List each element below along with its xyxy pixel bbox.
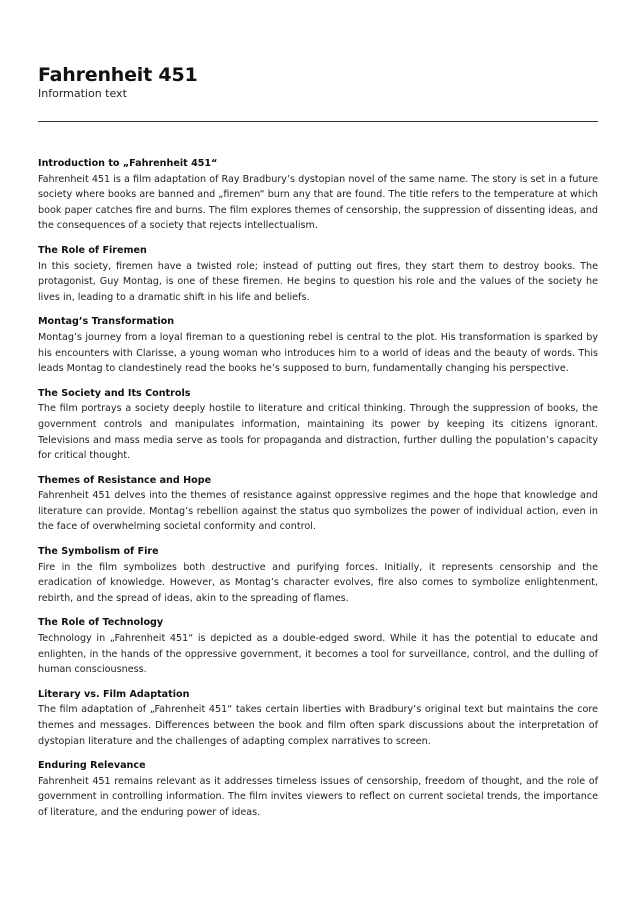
section-heading: Themes of Resistance and Hope xyxy=(38,474,212,486)
section-body: The film portrays a society deeply hostile to literature and critical thinking. Through the suppression of books, the government controls and manipulates information, maintaining its power by keeping its citizens ignorant. Televisions and mass media serve as tools for propaganda and distraction, further dulling the population’s capacity for critical thought. xyxy=(38,403,598,462)
document-page xyxy=(38,0,598,900)
section-body: Fire in the film symbolizes both destructive and purifying forces. Initially, it represents censorship and the eradication of knowledge. However, as Montag’s character evolves, fire also comes to symbolize enlightenment, rebirth, and the spread of ideas, akin to the spreading of flames. xyxy=(38,561,598,604)
section-heading: Montag’s Transformation xyxy=(38,316,175,328)
section-symbolism-of-fire xyxy=(38,544,598,606)
section-heading: The Society and Its Controls xyxy=(38,387,191,399)
section-body: Fahrenheit 451 delves into the themes of resistance against oppressive regimes and the hope that knowledge and literature can provide. Montag’s rebellion against the status quo symbolizes the power of individual action, even in the face of overwhelming societal conformity and control. xyxy=(38,490,598,533)
section-society-and-controls xyxy=(38,386,598,464)
section-heading: The Role of Technology xyxy=(38,617,164,629)
section-role-of-technology xyxy=(38,615,598,677)
section-body: Fahrenheit 451 is a film adaptation of Ray Bradbury’s dystopian novel of the same name. The story is set in a future society where books are banned and „firemen“ burn any that are found. The title refers to the temperature at which book paper catches fire and burns. The film explores themes of censorship, the suppression of dissenting ideas, and the consequences of a society that rejects intellectualism. xyxy=(38,173,598,232)
document-subtitle: Information text xyxy=(38,87,127,100)
document-title: Fahrenheit 451 xyxy=(38,64,198,86)
section-heading: Literary vs. Film Adaptation xyxy=(38,688,190,700)
section-resistance-and-hope xyxy=(38,473,598,535)
section-heading: Enduring Relevance xyxy=(38,760,146,772)
section-literary-vs-film xyxy=(38,687,598,749)
section-body: Montag’s journey from a loyal fireman to a questioning rebel is central to the plot. His transformation is sparked by his encounters with Clarisse, a young woman who introduces him to a world of ideas and the beauty of words. This leads Montag to clandestinely read the books he’s supposed to burn, fundamentally changing his perspective. xyxy=(38,331,598,375)
section-enduring-relevance xyxy=(38,758,598,820)
section-heading: The Symbolism of Fire xyxy=(38,546,159,558)
section-heading: Introduction to „Fahrenheit 451“ xyxy=(38,158,218,169)
sections-container xyxy=(38,156,598,830)
header-divider xyxy=(38,121,598,122)
section-body: Fahrenheit 451 remains relevant as it addresses timeless issues of censorship, freedom of thought, and the role of government in controlling information. The film invites viewers to reflect on current societal trends, the importance of literature, and the enduring power of ideas. xyxy=(38,775,598,818)
section-heading: The Role of Firemen xyxy=(38,244,147,256)
section-body: The film adaptation of „Fahrenheit 451“ takes certain liberties with Bradbury’s original text but maintains the core themes and messages. Differences between the book and film often spark discussions about the interpretation of dystopian literature and the challenges of adapting complex narratives to screen. xyxy=(38,704,598,747)
section-body: In this society, firemen have a twisted role; instead of putting out fires, they start them to destroy books. The protagonist, Guy Montag, is one of these firemen. He begins to question his role and the values of the society he lives in, leading to a dramatic shift in his life and beliefs. xyxy=(38,260,598,303)
section-role-of-firemen xyxy=(38,243,598,305)
section-introduction xyxy=(38,156,598,234)
section-montags-transformation xyxy=(38,314,598,376)
section-body: Technology in „Fahrenheit 451“ is depicted as a double-edged sword. While it has the potential to educate and enlighten, in the hands of the oppressive government, it becomes a tool for surveillance, control, and the dulling of human consciousness. xyxy=(38,633,598,676)
